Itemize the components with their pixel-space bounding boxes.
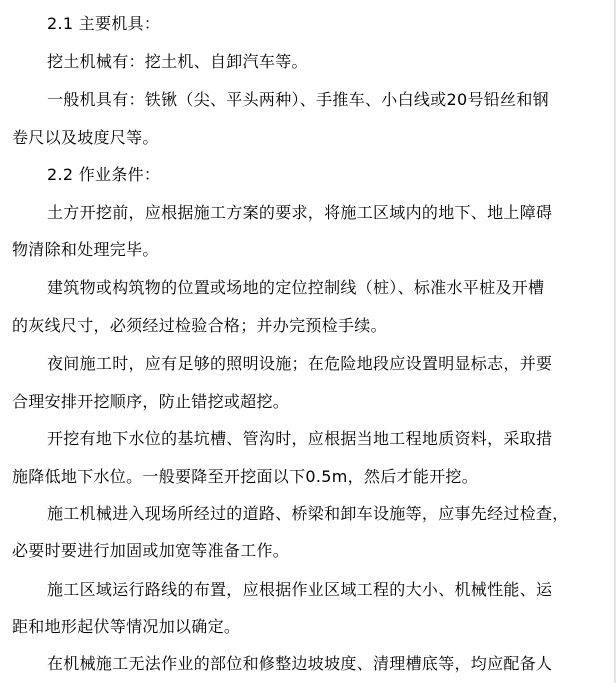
paragraph-line: 施工区域运行路线的布置，应根据作业区域工程的大小、机械性能、运: [47, 580, 553, 599]
paragraph-line: 物清除和处理完毕。: [12, 240, 159, 259]
paragraph-line: 施工机械进入现场所经过的道路、桥梁和卸车设施等，应事先经过检查，: [47, 504, 569, 523]
paragraph-line: 卷尺以及坡度尺等。: [12, 128, 159, 147]
paragraph-line: 挖土机械有：挖土机、自卸汽车等。: [47, 52, 308, 71]
section-heading-2-1: 2.1 主要机具：: [47, 14, 161, 33]
paragraph-line: 在机械施工无法作业的部位和修整边坡坡度、清理槽底等，均应配备人: [47, 654, 553, 673]
section-heading-2-2: 2.2 作业条件：: [47, 165, 161, 184]
paragraph-line: 开挖有地下水位的基坑槽、管沟时，应根据当地工程地质资料，采取措: [47, 429, 553, 448]
paragraph-line: 合理安排开挖顺序，防止错挖或超挖。: [12, 392, 290, 411]
paragraph-line: 施降低地下水位。一般要降至开挖面以下0.5m，然后才能开挖。: [12, 467, 479, 486]
paragraph-line: 一般机具有：铁锹（尖、平头两种）、手推车、小白线或20号铅丝和钢: [47, 90, 549, 109]
paragraph-line: 土方开挖前，应根据施工方案的要求，将施工区域内的地下、地上障碍: [47, 203, 553, 222]
paragraph-line: 必要时要进行加固或加宽等准备工作。: [12, 541, 290, 560]
paragraph-line: 建筑物或构筑物的位置或场地的定位控制线（桩）、标准水平桩及开槽: [47, 278, 545, 297]
paragraph-line: 夜间施工时，应有足够的照明设施；在危险地段应设置明显标志，并要: [47, 354, 553, 373]
paragraph-line: 的灰线尺寸，必须经过检验合格；并办完预检手续。: [12, 316, 387, 335]
paragraph-line: 距和地形起伏等情况加以确定。: [12, 617, 241, 636]
